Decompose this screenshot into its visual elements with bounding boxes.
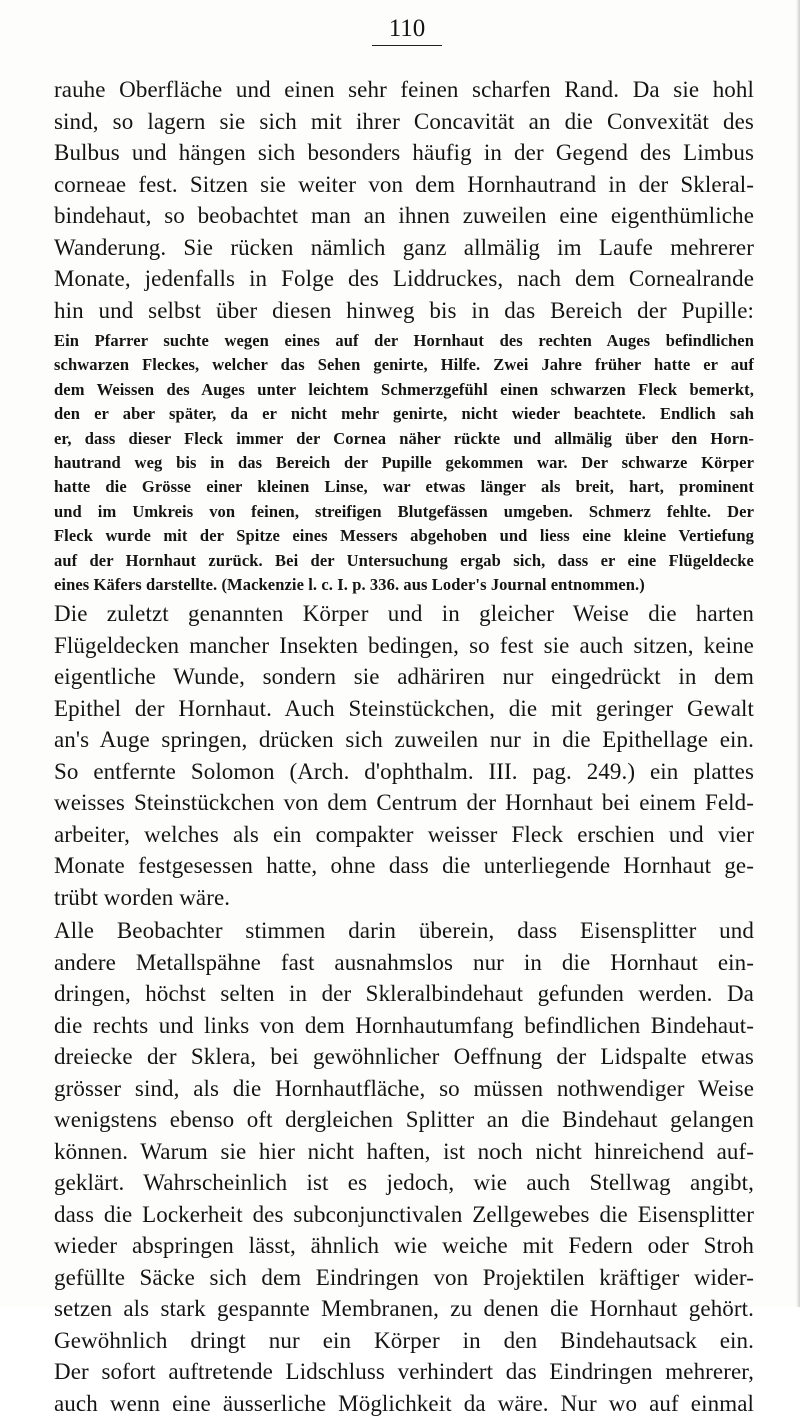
text-line: weisses Steinstückchen von dem Centrum der Hornhaut bei einem Feld- xyxy=(54,787,754,819)
case-line: eines Käfers darstellte. (Mackenzie l. c. I. p. 336. aus Loder's Journal entnommen.) xyxy=(54,573,754,597)
text-line: können. Warum sie hier nicht haften, ist noch nicht hinreichend auf- xyxy=(54,1136,754,1168)
text-line: grösser sind, als die Hornhautfläche, so müssen nothwendiger Weise xyxy=(54,1073,754,1105)
case-line: Fleck wurde mit der Spitze eines Messers abgehoben und liess eine kleine Vertiefung xyxy=(54,524,754,548)
text-line: Der sofort auftretende Lidschluss verhindert das Eindringen mehrerer, xyxy=(54,1356,754,1388)
case-report xyxy=(54,329,754,597)
text-line: dringen, höchst selten in der Skleralbindehaut gefunden werden. Da xyxy=(54,978,754,1010)
text-line: dreiecke der Sklera, bei gewöhnlicher Oeffnung der Lidspalte etwas xyxy=(54,1041,754,1073)
text-line: Die zuletzt genannten Körper und in gleicher Weise die harten xyxy=(54,598,754,630)
case-line: den er aber später, da er nicht mehr genirte, nicht wieder beachtete. Endlich sah xyxy=(54,402,754,426)
case-line: Ein Pfarrer suchte wegen eines auf der Hornhaut des rechten Auges befindlichen xyxy=(54,329,754,353)
text-line: sind, so lagern sie sich mit ihrer Concavität an die Convexität des xyxy=(54,106,754,138)
text-line: Gewöhnlich dringt nur ein Körper in den Bindehautsack ein. xyxy=(54,1325,754,1357)
text-line: So entfernte Solomon (Arch. d'ophthalm. III. pag. 249.) ein plattes xyxy=(54,756,754,788)
page-edge-shadow xyxy=(796,0,800,1307)
page-number: 110 xyxy=(372,14,442,46)
text-line: rauhe Oberfläche und einen sehr feinen scharfen Rand. Da sie hohl xyxy=(54,74,754,106)
text-line: geklärt. Wahrscheinlich ist es jedoch, wie auch Stellwag angibt, xyxy=(54,1167,754,1199)
text-line: Monate, jedenfalls in Folge des Liddruckes, nach dem Cornealrande xyxy=(54,263,754,295)
case-line: dem Weissen des Auges unter leichtem Schmerzgefühl einen schwarzen Fleck bemerkt, xyxy=(54,378,754,402)
text-line: wenigstens ebenso oft dergleichen Splitter an die Bindehaut gelangen xyxy=(54,1104,754,1136)
text-line: eigentliche Wunde, sondern sie adhäriren nur eingedrückt in dem xyxy=(54,661,754,693)
text-line: Alle Beobachter stimmen darin überein, dass Eisensplitter und xyxy=(54,915,754,947)
text-line: hin und selbst über diesen hinweg bis in das Bereich der Pupille: xyxy=(54,295,754,327)
text-line: wieder abspringen lässt, ähnlich wie weiche mit Federn oder Stroh xyxy=(54,1230,754,1262)
case-line: er, dass dieser Fleck immer der Cornea näher rückte und allmälig über den Horn- xyxy=(54,427,754,451)
text-line: Monate festgesessen hatte, ohne dass die unterliegende Hornhaut ge- xyxy=(54,850,754,882)
paragraph-foreign-bodies-migration xyxy=(54,74,754,326)
text-line: die rechts und links von dem Hornhautumfang befindlichen Bindehaut- xyxy=(54,1010,754,1042)
text-line: Flügeldecken mancher Insekten bedingen, so fest sie auch sitzen, keine xyxy=(54,630,754,662)
paragraph-wing-covers xyxy=(54,598,754,913)
text-line: Epithel der Hornhaut. Auch Steinstückchen, die mit geringer Gewalt xyxy=(54,693,754,725)
text-line: bindehaut, so beobachtet man an ihnen zuweilen eine eigenthümliche xyxy=(54,200,754,232)
case-line: auf der Hornhaut zurück. Bei der Untersuchung ergab sich, dass er eine Flügeldecke xyxy=(54,549,754,573)
case-line: schwarzen Fleckes, welcher das Sehen genirte, Hilfe. Zwei Jahre früher hatte er auf xyxy=(54,353,754,377)
text-line: Wanderung. Sie rücken nämlich ganz allmälig im Laufe mehrerer xyxy=(54,232,754,264)
text-line: dass die Lockerheit des subconjunctivalen Zellgewebes die Eisensplitter xyxy=(54,1199,754,1231)
text-line: corneae fest. Sitzen sie weiter von dem Hornhautrand in der Skleral- xyxy=(54,169,754,201)
text-line: setzen als stark gespannte Membranen, zu denen die Hornhaut gehört. xyxy=(54,1293,754,1325)
text-line: andere Metallspähne fast ausnahmslos nur in die Hornhaut ein- xyxy=(54,947,754,979)
text-line: gefüllte Säcke sich dem Eindringen von Projektilen kräftiger wider- xyxy=(54,1262,754,1294)
text-line: auch wenn eine äusserliche Möglichkeit da wäre. Nur wo auf einmal xyxy=(54,1388,754,1419)
text-line: arbeiter, welches als ein compakter weisser Fleck erschien und vier xyxy=(54,819,754,851)
text-line: Bulbus und hängen sich besonders häufig in der Gegend des Limbus xyxy=(54,137,754,169)
paragraph-iron-splinters xyxy=(54,915,754,1419)
text-line: trübt worden wäre. xyxy=(54,882,754,914)
case-line: hautrand weg bis in das Bereich der Pupille gekommen war. Der schwarze Körper xyxy=(54,451,754,475)
case-line: hatte die Grösse einer kleinen Linse, war etwas länger als breit, hart, prominent xyxy=(54,475,754,499)
text-line: an's Auge springen, drücken sich zuweilen nur in die Epithellage ein. xyxy=(54,724,754,756)
case-line: und im Umkreis von feinen, streifigen Blutgefässen umgeben. Schmerz fehlte. Der xyxy=(54,500,754,524)
